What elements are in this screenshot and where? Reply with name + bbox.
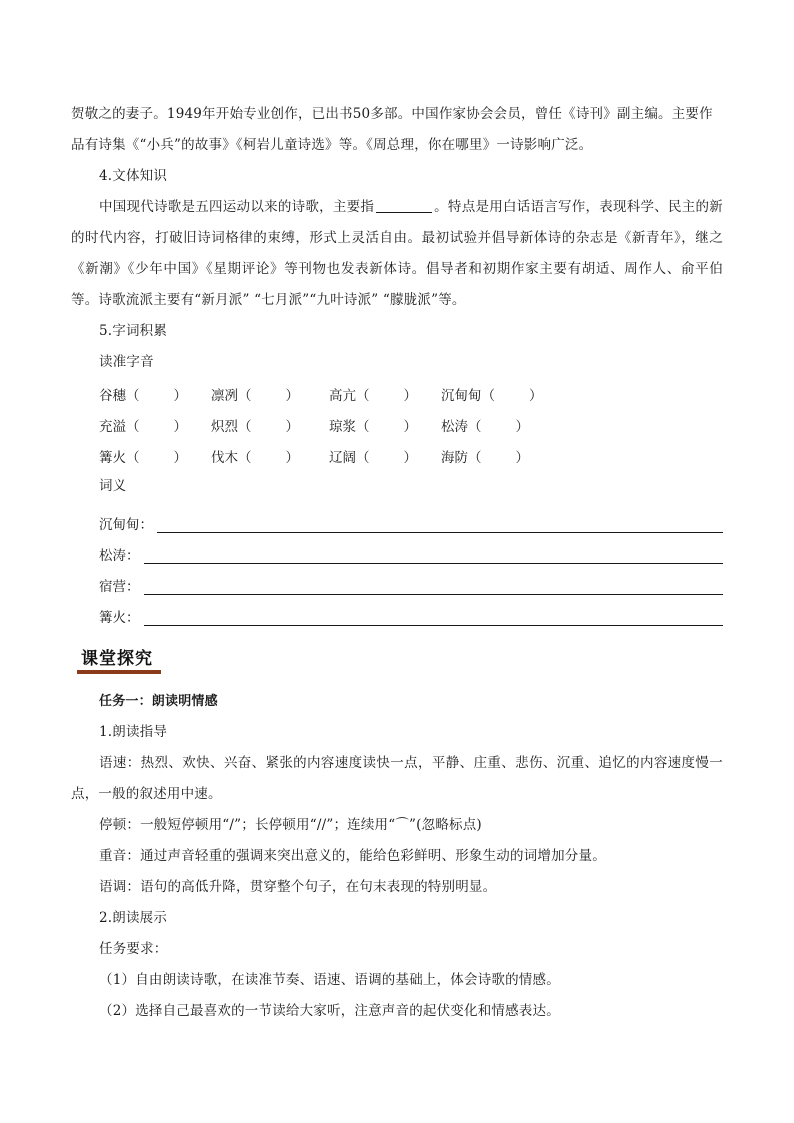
section-title: 课堂探究 (81, 649, 153, 669)
classroom-section-header (71, 640, 723, 678)
paren-close: ） (285, 418, 299, 435)
definition-answer-line[interactable] (157, 516, 723, 533)
word-item (441, 446, 551, 466)
reading-show-heading: 2.朗读展示 (99, 910, 168, 926)
paren-open: （ (468, 418, 482, 435)
requirement-2: （2）选择自己最喜欢的一节读给大家听，注意声音的起伏变化和情感表达。 (99, 1003, 560, 1019)
paren-close: ） (285, 387, 299, 404)
paren-close: ） (529, 387, 543, 404)
definition-term: 松涛： (99, 548, 140, 564)
section-5-heading: 5.字词积累 (99, 323, 168, 339)
word-text: 辽阔 (329, 449, 356, 466)
meaning-heading: 词义 (99, 478, 127, 494)
word-text: 海防 (441, 449, 468, 466)
requirements-heading: 任务要求： (99, 941, 168, 957)
definition-row (71, 595, 723, 626)
paren-open: （ (126, 418, 140, 435)
task-1-title: 任务一：朗读明情感 (99, 694, 218, 709)
fill-in-blank[interactable] (376, 198, 432, 213)
word-item (99, 415, 211, 435)
word-text: 琼浆 (329, 418, 356, 435)
paragraph-text-end: 。特点是用白话语言写作，表现科学、民主的新的时代内容，打破旧诗词格律的束缚，形式上灵活自由。最初试验并倡导新体诗的杂志是《新青年》，继之《新潮》《少年中国》《星期评论》等刊物也发表新体诗。倡导者和初期作家主要有胡适、周作人、俞平伯等。诗歌流派主要有“新月派” “七月派”“九叶诗派” “朦胧派”等。 (71, 199, 724, 308)
word-text: 高亢 (329, 387, 356, 404)
paren-open: （ (238, 387, 252, 404)
word-item (211, 384, 329, 404)
pause-guidance: 停顿：一般短停顿用“/”；长停顿用“//”；连续用“⌒”(忽略标点) (99, 817, 482, 833)
definition-answer-line[interactable] (144, 547, 724, 564)
paren-close: ） (285, 449, 299, 466)
document-content (71, 99, 723, 1027)
word-text: 沉甸甸 (441, 387, 482, 404)
stress-guidance: 重音：通过声音轻重的强调来突出意义的，能给色彩鲜明、形象生动的词增加分量。 (99, 848, 606, 864)
word-item (99, 446, 211, 466)
paren-close: ） (403, 387, 417, 404)
requirement-1: （1）自由朗读诗歌，在读准节奏、语速、语调的基础上，体会诗歌的情感。 (99, 972, 560, 988)
definition-answer-line[interactable] (144, 578, 724, 595)
definition-term: 宿营： (99, 579, 140, 595)
word-item (329, 415, 441, 435)
word-item (99, 384, 211, 404)
section-4-heading: 4.文体知识 (99, 168, 168, 184)
definition-answer-line[interactable] (144, 609, 724, 626)
paren-open: （ (356, 418, 370, 435)
word-text: 伐木 (211, 449, 238, 466)
word-text: 凛冽 (211, 387, 238, 404)
reading-guide-heading: 1.朗读指导 (99, 724, 168, 740)
paragraph-text-start: 中国现代诗歌是五四运动以来的诗歌，主要指 (99, 199, 375, 215)
paren-close: ） (403, 449, 417, 466)
word-item (441, 415, 551, 435)
paren-close: ） (515, 449, 529, 466)
word-text: 充溢 (99, 418, 126, 435)
word-item (329, 446, 441, 466)
intonation-guidance: 语调：语句的高低升降，贯穿整个句子，在句末表现的特别明显。 (99, 879, 497, 895)
definition-row (71, 502, 723, 533)
paren-open: （ (468, 449, 482, 466)
intro-line-2: 品有诗集《“小兵”的故事》《柯岩儿童诗选》等。《周总理，你在哪里》一诗影响广泛。 (71, 137, 593, 153)
word-text: 松涛 (441, 418, 468, 435)
paren-open: （ (481, 387, 495, 404)
paren-open: （ (126, 387, 140, 404)
paren-close: ） (515, 418, 529, 435)
intro-line-1: 贺敬之的妻子。1949年开始专业创作，已出书50多部。中国作家协会会员，曾任《诗刊》副主编。主要作 (71, 106, 713, 122)
paren-open: （ (238, 418, 252, 435)
word-text: 篝火 (99, 449, 126, 466)
section-4-paragraph (71, 192, 723, 316)
section-title-underline (77, 670, 161, 674)
word-item (211, 446, 329, 466)
paren-open: （ (238, 449, 252, 466)
word-row (99, 378, 723, 409)
definition-row (71, 533, 723, 564)
paren-open: （ (356, 449, 370, 466)
word-text: 炽烈 (211, 418, 238, 435)
word-item (211, 415, 329, 435)
definition-term: 沉甸甸： (99, 517, 153, 533)
word-row (99, 409, 723, 440)
pronunciation-heading: 读准字音 (99, 354, 154, 370)
word-item (329, 384, 441, 404)
paren-open: （ (356, 387, 370, 404)
definition-row (71, 564, 723, 595)
word-text: 谷穗 (99, 387, 126, 404)
paren-open: （ (126, 449, 140, 466)
speed-guidance: 语速：热烈、欢快、兴奋、紧张的内容速度读快一点，平静、庄重、悲伤、沉重、追忆的内容速度慢一点，一般的叙述用中速。 (71, 755, 723, 802)
word-row (99, 440, 723, 471)
word-item (441, 384, 551, 404)
paren-close: ） (403, 418, 417, 435)
definition-term: 篝火： (99, 610, 140, 626)
paren-close: ） (173, 387, 187, 404)
paren-close: ） (173, 449, 187, 466)
paren-close: ） (173, 418, 187, 435)
pronunciation-grid (71, 378, 723, 471)
